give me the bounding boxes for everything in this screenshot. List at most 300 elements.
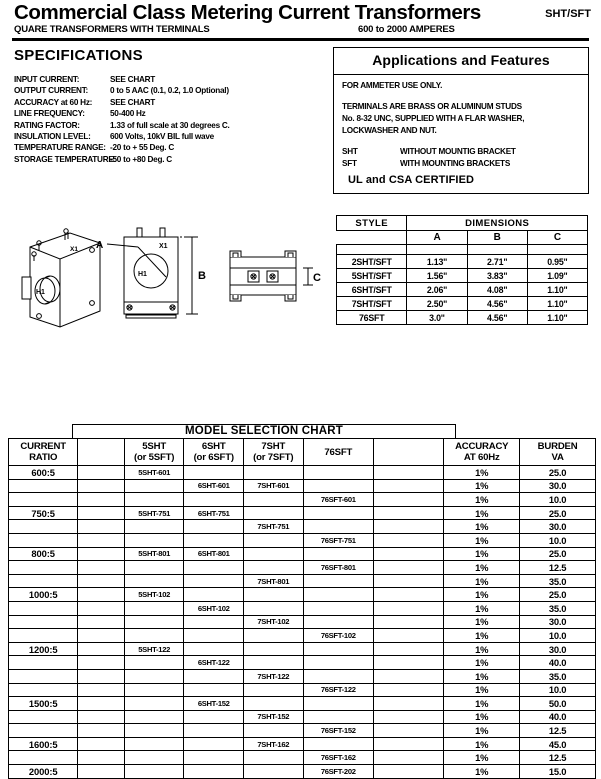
- dimensions-col-dimensions: DIMENSIONS: [407, 216, 588, 231]
- cell-5sht: [124, 669, 184, 683]
- cell-blank-1: [78, 533, 125, 547]
- cell-blank-1: [78, 574, 125, 588]
- cell-blank-2: [373, 629, 443, 643]
- cell-burden: 10.0: [520, 629, 596, 643]
- cell-blank-1: [78, 710, 125, 724]
- front-view: [96, 228, 206, 318]
- table-row: [9, 533, 596, 547]
- header-accuracy: [444, 439, 520, 466]
- spec-label: RATING FACTOR:: [14, 120, 80, 130]
- cell-6sht: [184, 493, 244, 507]
- cell-6sht: [184, 642, 244, 656]
- label-h1-iso: H1: [36, 289, 45, 296]
- cell-7sht: 7SHT-801: [244, 574, 304, 588]
- cell-76sft: [303, 737, 373, 751]
- header-6sht: [184, 439, 244, 466]
- applications-spacer: [342, 137, 582, 146]
- table-row: [9, 615, 596, 629]
- dimensions-c: 1.09": [527, 269, 587, 283]
- spec-label: TEMPERATURE RANGE:: [14, 143, 106, 153]
- cell-7sht: [244, 724, 304, 738]
- dimensions-subheader-row: [337, 231, 588, 245]
- dimensions-spacer-row: [337, 245, 588, 255]
- cell-accuracy: 1%: [444, 466, 520, 480]
- cell-current-ratio: 2000:5: [9, 765, 78, 779]
- cell-5sht: 5SHT-601: [124, 466, 184, 480]
- page-header: [0, 0, 601, 44]
- product-family-code: SHT/SFT: [545, 8, 591, 20]
- cell-blank-2: [373, 669, 443, 683]
- cell-accuracy: 1%: [444, 506, 520, 520]
- cell-current-ratio: [9, 710, 78, 724]
- spec-value: 0 to 5 AAC (0.1, 0.2, 1.0 Optional): [110, 86, 229, 96]
- cell-blank-1: [78, 751, 125, 765]
- dimensions-col-b: B: [467, 231, 527, 245]
- header-5sht-l1: 5SHT: [142, 441, 167, 452]
- cell-5sht: [124, 574, 184, 588]
- cell-76sft: [303, 547, 373, 561]
- cell-burden: 30.0: [520, 642, 596, 656]
- specifications-heading: SPECIFICATIONS: [14, 47, 143, 64]
- applications-sht-value: WITHOUT MOUNTIG BRACKET: [400, 147, 516, 156]
- table-row: [9, 479, 596, 493]
- model-selection-table: [8, 438, 596, 779]
- cell-current-ratio: [9, 629, 78, 643]
- dimensions-style: 5SHT/SFT: [337, 269, 407, 283]
- applications-sht-row: [342, 146, 582, 158]
- cell-6sht: [184, 561, 244, 575]
- table-row: [9, 710, 596, 724]
- cell-76sft: [303, 697, 373, 711]
- header-6sht-l1: 6SHT: [201, 441, 226, 452]
- cell-blank-2: [373, 561, 443, 575]
- dimensions-row: [337, 269, 588, 283]
- cell-6sht: 6SHT-801: [184, 547, 244, 561]
- cell-7sht: 7SHT-102: [244, 615, 304, 629]
- model-selection-chart-title: MODEL SELECTION CHART: [185, 425, 343, 437]
- cell-accuracy: 1%: [444, 683, 520, 697]
- header-5sht: [124, 439, 184, 466]
- cell-blank-1: [78, 601, 125, 615]
- cell-76sft: 76SFT-152: [303, 724, 373, 738]
- cell-burden: 10.0: [520, 683, 596, 697]
- cell-accuracy: 1%: [444, 520, 520, 534]
- dimensions-b: 2.71": [467, 255, 527, 269]
- applications-line-terminals-1: TERMINALS ARE BRASS OR ALUMINUM STUDS: [342, 102, 522, 111]
- header-blank-1: [78, 439, 125, 466]
- cell-5sht: [124, 737, 184, 751]
- certification-label: UL and CSA CERTIFIED: [348, 174, 475, 186]
- cell-5sht: [124, 601, 184, 615]
- dimensions-style: 2SHT/SFT: [337, 255, 407, 269]
- cell-blank-1: [78, 547, 125, 561]
- table-row: [9, 683, 596, 697]
- header-76sft: [303, 439, 373, 466]
- spec-label: INPUT CURRENT:: [14, 75, 80, 84]
- cell-burden: 10.0: [520, 533, 596, 547]
- model-selection-header-row: [9, 439, 596, 466]
- dimensions-table: [336, 215, 588, 325]
- cell-6sht: [184, 520, 244, 534]
- cell-accuracy: 1%: [444, 547, 520, 561]
- cell-76sft: [303, 520, 373, 534]
- cell-burden: 12.5: [520, 724, 596, 738]
- cell-current-ratio: 1200:5: [9, 642, 78, 656]
- cell-burden: 35.0: [520, 574, 596, 588]
- cell-current-ratio: [9, 724, 78, 738]
- cell-accuracy: 1%: [444, 642, 520, 656]
- cell-accuracy: 1%: [444, 751, 520, 765]
- spec-label: STORAGE TEMPERATURE:: [14, 154, 117, 164]
- cell-5sht: [124, 683, 184, 697]
- cell-76sft: 76SFT-202: [303, 765, 373, 779]
- cell-76sft: [303, 669, 373, 683]
- cell-7sht: [244, 697, 304, 711]
- cell-7sht: [244, 629, 304, 643]
- cell-current-ratio: [9, 574, 78, 588]
- table-row: [9, 765, 596, 779]
- cell-7sht: 7SHT-122: [244, 669, 304, 683]
- spec-label: INSULATION LEVEL:: [14, 131, 91, 141]
- cell-blank-1: [78, 669, 125, 683]
- spec-value: 50-400 Hz: [110, 109, 146, 119]
- table-row: [9, 506, 596, 520]
- cell-burden: 35.0: [520, 669, 596, 683]
- cell-current-ratio: [9, 669, 78, 683]
- drawings-svg: [8, 215, 330, 345]
- cell-6sht: 6SHT-122: [184, 656, 244, 670]
- header-5sht-l2: (or 5SFT): [134, 452, 175, 463]
- dimensions-style: 7SHT/SFT: [337, 297, 407, 311]
- cell-6sht: [184, 615, 244, 629]
- cell-accuracy: 1%: [444, 615, 520, 629]
- cell-burden: 25.0: [520, 547, 596, 561]
- applications-line-terminals-2: No. 8-32 UNC, SUPPLIED WITH A FLAR WASHER,: [342, 114, 525, 123]
- header-6sht-l2: (or 6SFT): [193, 452, 234, 463]
- cell-current-ratio: [9, 533, 78, 547]
- cell-5sht: 5SHT-751: [124, 506, 184, 520]
- header-current-ratio: [9, 439, 78, 466]
- page-subtitle: QUARE TRANSFORMERS WITH TERMINALS: [14, 24, 210, 35]
- applications-and-features-panel: [333, 47, 589, 194]
- cell-7sht: [244, 561, 304, 575]
- cell-6sht: 6SHT-601: [184, 479, 244, 493]
- dimensions-b: 3.83": [467, 269, 527, 283]
- cell-accuracy: 1%: [444, 479, 520, 493]
- cell-7sht: 7SHT-601: [244, 479, 304, 493]
- cell-blank-2: [373, 479, 443, 493]
- cell-blank-1: [78, 737, 125, 751]
- header-burden-l2: VA: [551, 452, 564, 463]
- cell-5sht: [124, 765, 184, 779]
- cell-7sht: [244, 656, 304, 670]
- table-row: [9, 724, 596, 738]
- header-76sft-l1: 76SFT: [324, 446, 353, 458]
- cell-5sht: 5SHT-122: [124, 642, 184, 656]
- cell-76sft: [303, 656, 373, 670]
- cell-5sht: [124, 697, 184, 711]
- cell-6sht: [184, 710, 244, 724]
- dimensions-col-style: STYLE: [337, 216, 407, 231]
- table-row: [9, 520, 596, 534]
- dimensions-row: [337, 311, 588, 325]
- cell-5sht: [124, 533, 184, 547]
- cell-blank-1: [78, 683, 125, 697]
- cell-blank-1: [78, 656, 125, 670]
- cell-blank-2: [373, 588, 443, 602]
- cell-current-ratio: [9, 683, 78, 697]
- label-h1-front: H1: [138, 271, 147, 278]
- cell-blank-1: [78, 520, 125, 534]
- cell-blank-2: [373, 615, 443, 629]
- cell-accuracy: 1%: [444, 724, 520, 738]
- label-b-front: B: [198, 270, 206, 282]
- cell-blank-2: [373, 765, 443, 779]
- cell-6sht: 6SHT-751: [184, 506, 244, 520]
- dimensions-row: [337, 255, 588, 269]
- cell-blank-2: [373, 601, 443, 615]
- cell-accuracy: 1%: [444, 588, 520, 602]
- spec-label: LINE FREQUENCY:: [14, 109, 85, 119]
- spec-row: [14, 154, 324, 165]
- dimensions-b: 4.56": [467, 311, 527, 325]
- spec-row: [14, 142, 324, 153]
- table-row: [9, 547, 596, 561]
- cell-76sft: 76SFT-162: [303, 751, 373, 765]
- spec-value: -20 to + 55 Deg. C: [110, 143, 174, 153]
- cell-blank-2: [373, 574, 443, 588]
- cell-7sht: [244, 533, 304, 547]
- header-accuracy-l1: ACCURACY: [455, 441, 509, 452]
- cell-5sht: [124, 479, 184, 493]
- header-7sht-l2: (or 7SFT): [253, 452, 294, 463]
- cell-burden: 10.0: [520, 493, 596, 507]
- cell-7sht: [244, 493, 304, 507]
- table-row: [9, 669, 596, 683]
- table-row: [9, 588, 596, 602]
- cell-7sht: [244, 506, 304, 520]
- cell-76sft: [303, 574, 373, 588]
- cell-burden: 35.0: [520, 601, 596, 615]
- cell-5sht: [124, 615, 184, 629]
- cell-6sht: [184, 765, 244, 779]
- cell-accuracy: 1%: [444, 601, 520, 615]
- cell-6sht: [184, 466, 244, 480]
- cell-current-ratio: 1000:5: [9, 588, 78, 602]
- product-drawings: [8, 215, 330, 345]
- spec-row: [14, 120, 324, 131]
- dimensions-blank-cell: [337, 231, 407, 245]
- header-divider: [12, 38, 589, 41]
- cell-blank-1: [78, 697, 125, 711]
- cell-7sht: 7SHT-162: [244, 737, 304, 751]
- table-row: [9, 493, 596, 507]
- cell-current-ratio: [9, 561, 78, 575]
- cell-5sht: [124, 656, 184, 670]
- cell-current-ratio: 800:5: [9, 547, 78, 561]
- spec-value: SEE CHART: [110, 97, 156, 107]
- cell-7sht: [244, 601, 304, 615]
- cell-burden: 30.0: [520, 520, 596, 534]
- cell-current-ratio: [9, 479, 78, 493]
- cell-blank-1: [78, 724, 125, 738]
- cell-accuracy: 1%: [444, 765, 520, 779]
- dimensions-b: 4.08": [467, 283, 527, 297]
- cell-current-ratio: [9, 751, 78, 765]
- cell-5sht: [124, 629, 184, 643]
- cell-blank-2: [373, 737, 443, 751]
- cell-blank-2: [373, 710, 443, 724]
- header-accuracy-l2: AT 60Hz: [463, 452, 500, 463]
- cell-blank-1: [78, 642, 125, 656]
- cell-blank-2: [373, 751, 443, 765]
- cell-76sft: 76SFT-601: [303, 493, 373, 507]
- cell-6sht: [184, 533, 244, 547]
- applications-sft-row: [342, 158, 582, 170]
- cell-blank-1: [78, 493, 125, 507]
- cell-76sft: [303, 601, 373, 615]
- cell-blank-2: [373, 642, 443, 656]
- cell-7sht: [244, 466, 304, 480]
- isometric-view: [22, 229, 100, 327]
- spec-label: OUTPUT CURRENT:: [14, 86, 89, 96]
- cell-burden: 30.0: [520, 615, 596, 629]
- cell-76sft: 76SFT-122: [303, 683, 373, 697]
- cell-accuracy: 1%: [444, 737, 520, 751]
- cell-burden: 30.0: [520, 479, 596, 493]
- cell-6sht: [184, 724, 244, 738]
- cell-6sht: [184, 751, 244, 765]
- cell-blank-2: [373, 697, 443, 711]
- label-x1-front: X1: [159, 243, 168, 250]
- header-current-ratio-l1: CURRENT: [20, 441, 66, 452]
- dimensions-a: 1.13": [407, 255, 467, 269]
- cell-76sft: [303, 710, 373, 724]
- cell-blank-2: [373, 533, 443, 547]
- side-view: [230, 251, 321, 301]
- spec-value: 1.33 of full scale at 30 degrees C.: [110, 120, 230, 130]
- cell-5sht: 5SHT-801: [124, 547, 184, 561]
- cell-current-ratio: 750:5: [9, 506, 78, 520]
- cell-accuracy: 1%: [444, 493, 520, 507]
- applications-title: Applications and Features: [372, 52, 550, 68]
- cell-6sht: [184, 574, 244, 588]
- dimensions-style: 6SHT/SFT: [337, 283, 407, 297]
- cell-burden: 12.5: [520, 751, 596, 765]
- table-row: [9, 574, 596, 588]
- cell-5sht: [124, 724, 184, 738]
- cell-blank-2: [373, 656, 443, 670]
- cell-current-ratio: 600:5: [9, 466, 78, 480]
- cell-blank-2: [373, 520, 443, 534]
- spec-value: SEE CHART: [110, 75, 156, 84]
- cell-burden: 12.5: [520, 561, 596, 575]
- table-row: [9, 697, 596, 711]
- table-row: [9, 466, 596, 480]
- cell-accuracy: 1%: [444, 710, 520, 724]
- cell-7sht: [244, 765, 304, 779]
- cell-current-ratio: [9, 656, 78, 670]
- cell-blank-1: [78, 466, 125, 480]
- cell-blank-2: [373, 724, 443, 738]
- cell-blank-1: [78, 588, 125, 602]
- header-7sht: [244, 439, 304, 466]
- cell-76sft: 76SFT-751: [303, 533, 373, 547]
- cell-accuracy: 1%: [444, 574, 520, 588]
- cell-5sht: [124, 751, 184, 765]
- table-row: [9, 737, 596, 751]
- dimensions-a: 3.0": [407, 311, 467, 325]
- cell-5sht: [124, 561, 184, 575]
- cell-5sht: [124, 710, 184, 724]
- table-row: [9, 642, 596, 656]
- cell-current-ratio: [9, 601, 78, 615]
- header-burden-l1: BURDEN: [537, 441, 578, 452]
- cell-76sft: [303, 615, 373, 629]
- applications-body: [342, 80, 582, 170]
- header-current-ratio-l2: RATIO: [29, 452, 58, 463]
- cell-76sft: [303, 642, 373, 656]
- dimensions-col-a: A: [407, 231, 467, 245]
- dimensions-style: 76SFT: [337, 311, 407, 325]
- applications-sft-value: WITH MOUNTING BRACKETS: [400, 159, 511, 168]
- dimensions-a: 2.06": [407, 283, 467, 297]
- label-x1-iso: X1: [70, 246, 78, 253]
- cell-blank-1: [78, 506, 125, 520]
- label-a-front: A: [96, 240, 104, 251]
- cell-burden: 45.0: [520, 737, 596, 751]
- cell-accuracy: 1%: [444, 656, 520, 670]
- applications-sht-key: SHT: [342, 147, 358, 156]
- cell-6sht: 6SHT-152: [184, 697, 244, 711]
- cell-6sht: 6SHT-102: [184, 601, 244, 615]
- cell-5sht: [124, 493, 184, 507]
- dimensions-b: 4.56": [467, 297, 527, 311]
- cell-5sht: [124, 520, 184, 534]
- spec-row: [14, 131, 324, 142]
- dimensions-row: [337, 297, 588, 311]
- cell-blank-1: [78, 479, 125, 493]
- cell-burden: 40.0: [520, 710, 596, 724]
- cell-blank-2: [373, 683, 443, 697]
- dimensions-c: 1.10": [527, 311, 587, 325]
- cell-blank-2: [373, 466, 443, 480]
- cell-76sft: 76SFT-801: [303, 561, 373, 575]
- spec-row: [14, 74, 324, 85]
- cell-blank-2: [373, 506, 443, 520]
- cell-6sht: [184, 588, 244, 602]
- cell-burden: 40.0: [520, 656, 596, 670]
- spec-row: [14, 108, 324, 119]
- cell-accuracy: 1%: [444, 697, 520, 711]
- dimensions-a: 2.50": [407, 297, 467, 311]
- spec-value: 600 Volts, 10kV BIL full wave: [110, 131, 214, 141]
- cell-76sft: [303, 588, 373, 602]
- cell-accuracy: 1%: [444, 669, 520, 683]
- cell-7sht: 7SHT-751: [244, 520, 304, 534]
- applications-line-ammeter: FOR AMMETER USE ONLY.: [342, 81, 443, 90]
- table-row: [9, 561, 596, 575]
- table-row: [9, 656, 596, 670]
- cell-current-ratio: 1600:5: [9, 737, 78, 751]
- cell-burden: 25.0: [520, 588, 596, 602]
- cell-76sft: [303, 479, 373, 493]
- cell-5sht: 5SHT-102: [124, 588, 184, 602]
- header-7sht-l1: 7SHT: [261, 441, 286, 452]
- cell-7sht: 7SHT-152: [244, 710, 304, 724]
- header-blank-2: [373, 439, 443, 466]
- cell-current-ratio: [9, 615, 78, 629]
